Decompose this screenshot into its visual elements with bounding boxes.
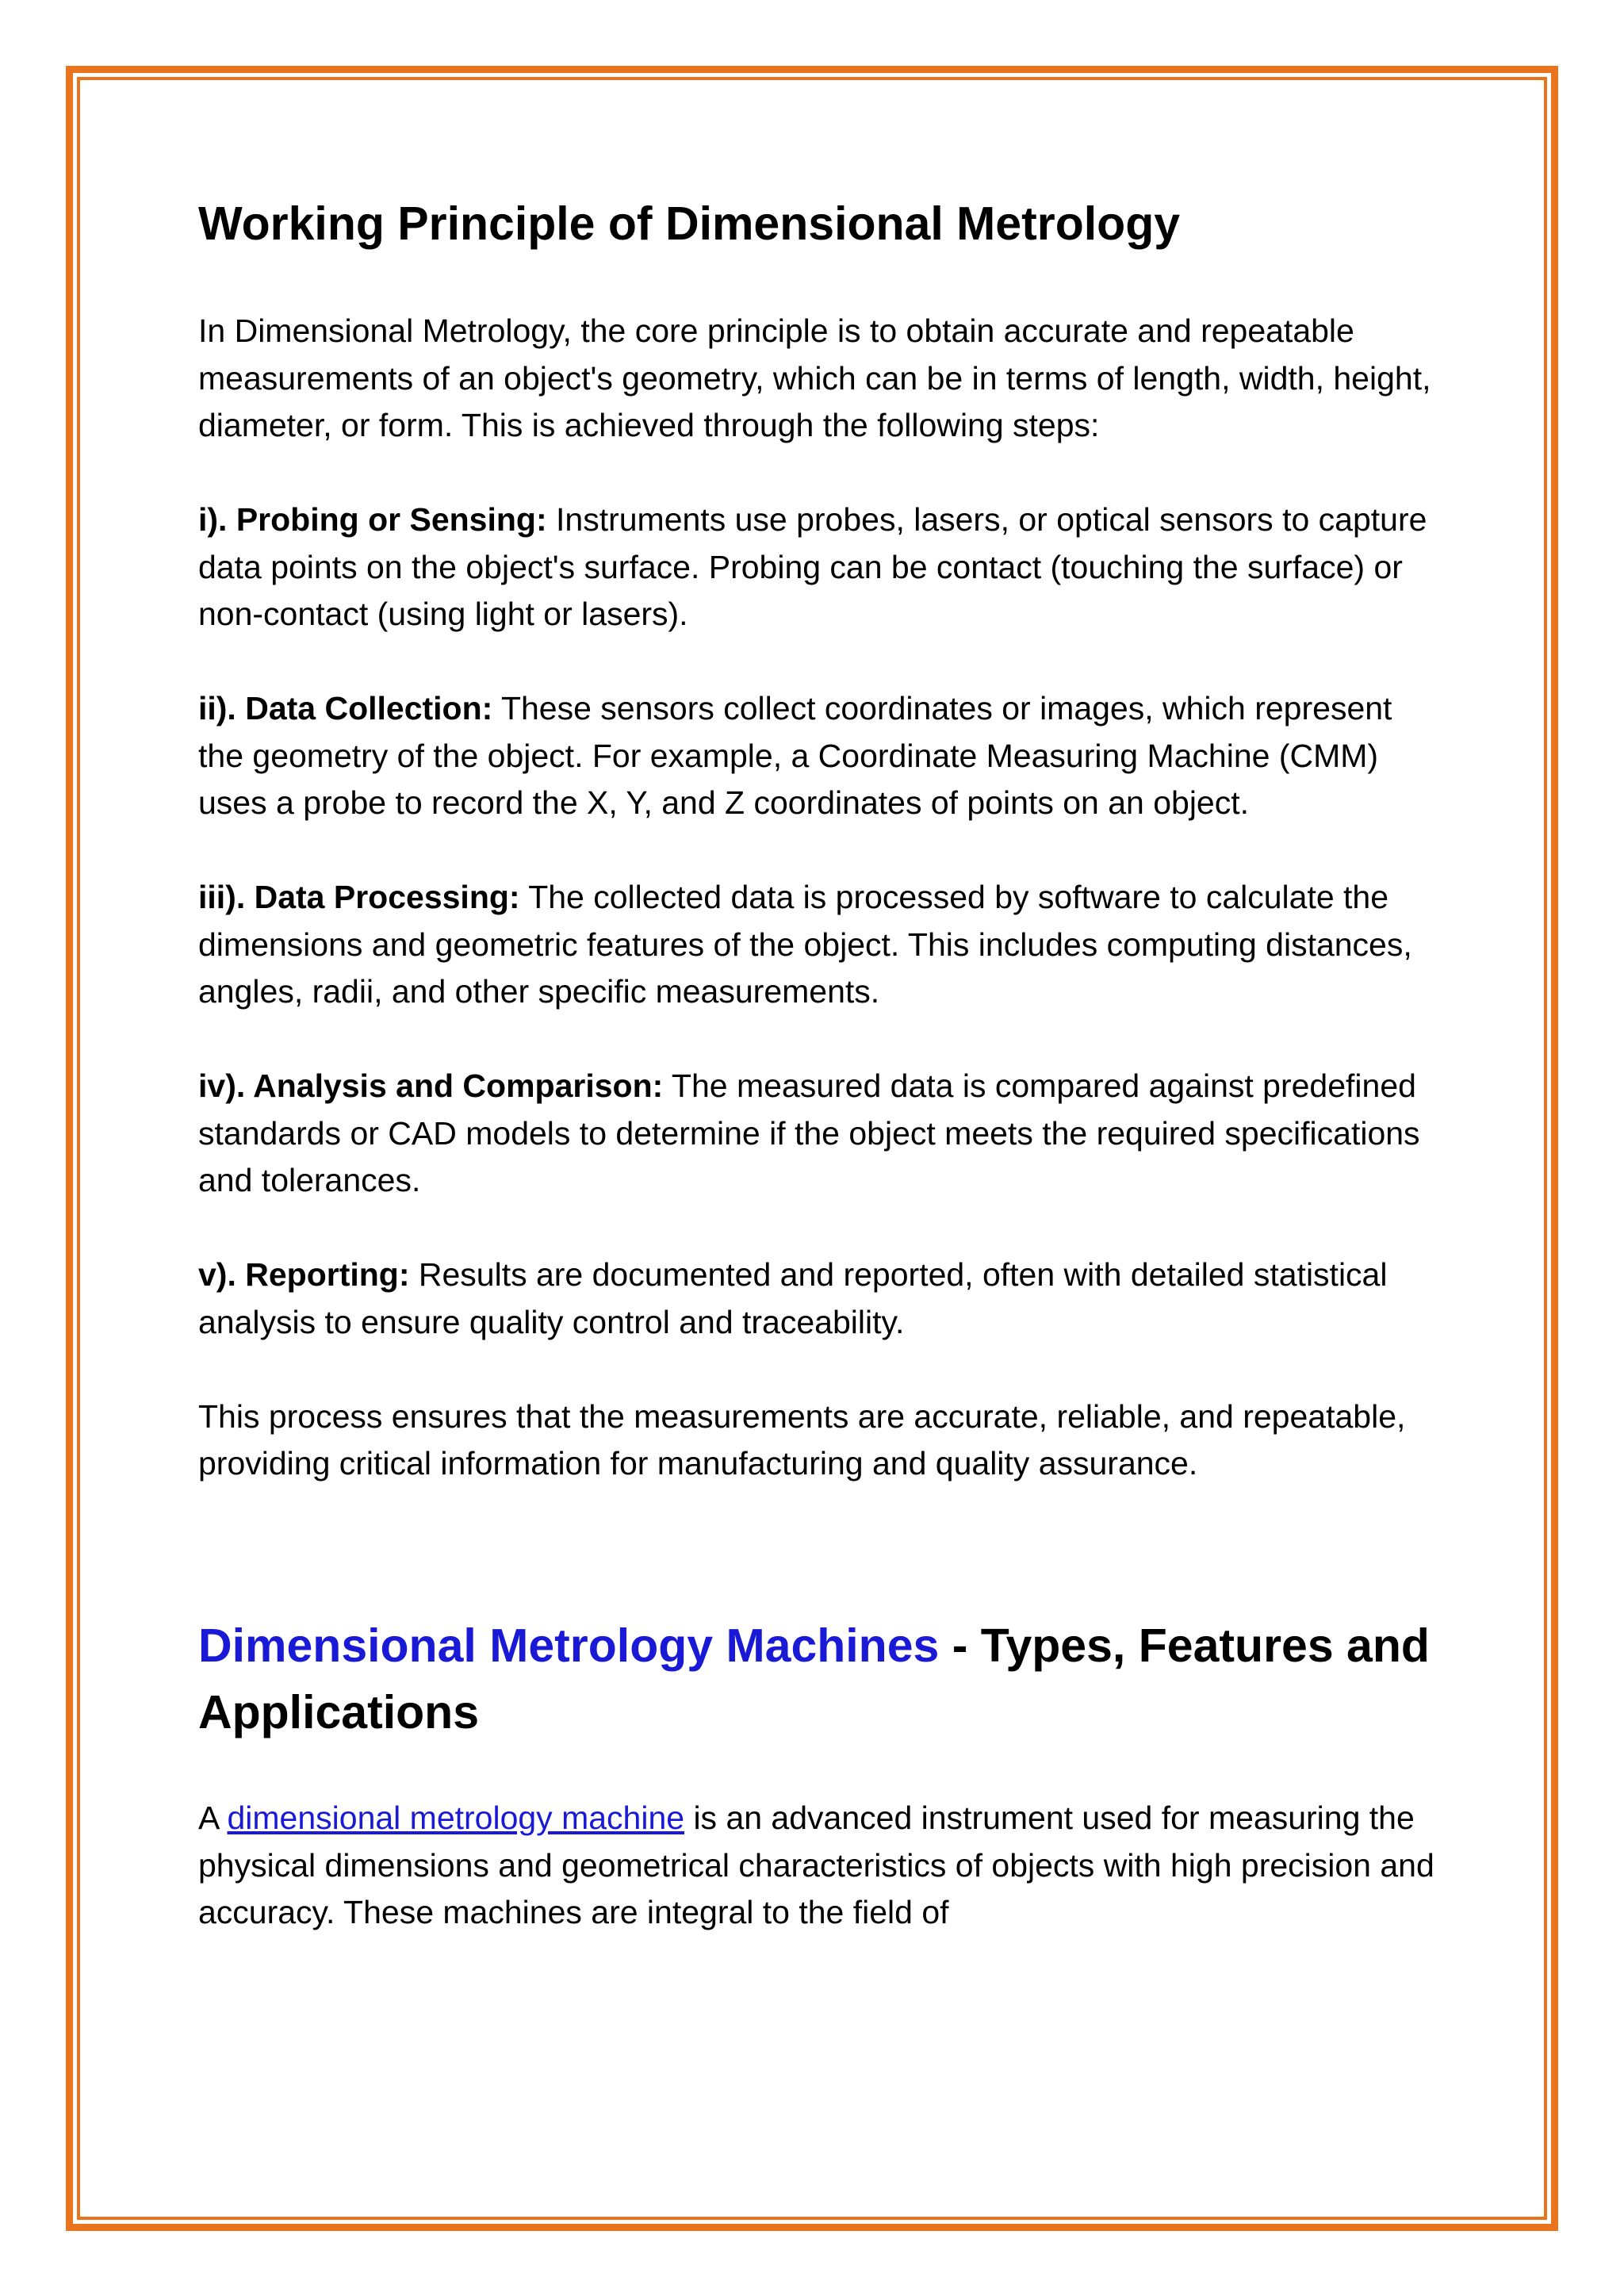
step-data-collection [198, 685, 1435, 827]
conclusion-paragraph: This process ensures that the measurements are accurate, reliable, and repeatable, providing critical information for manufacturing and quality assurance. [198, 1397, 1406, 1481]
step-label: iv). Analysis and Comparison: [198, 1068, 664, 1104]
intro-paragraph: In Dimensional Metrology, the core principle is to obtain accurate and repeatable measurements of an object's geometry, which can be in terms of length, width, height, diameter, or form. This is achieved through the following steps: [198, 312, 1431, 443]
section-spacer [198, 1535, 1435, 1612]
step-text: The measured data is compared against predefined standards or CAD models to determine if the object meets the required specifications and tolerances. [198, 1068, 1420, 1198]
dimensional-metrology-machine-link[interactable]: dimensional metrology machine [227, 1800, 685, 1836]
para-prefix: A [198, 1800, 228, 1836]
step-data-processing [198, 874, 1435, 1016]
step-label: v). Reporting: [198, 1256, 410, 1293]
step-probing [198, 496, 1435, 638]
para-rest: is an advanced instrument used for measuring the physical dimensions and geometrical characteristics of objects with high precision and accuracy. These machines are integral to the field of [198, 1800, 1434, 1930]
step-text: Results are documented and reported, often with detailed statistical analysis to ensure quality control and traceability. [198, 1256, 1388, 1340]
document-content [198, 190, 1435, 1984]
step-reporting [198, 1251, 1435, 1346]
step-text: The collected data is processed by software to calculate the dimensions and geometric features of the object. This includes computing distances, angles, radii, and other specific measurements. [198, 879, 1412, 1010]
step-label: ii). Data Collection: [198, 690, 493, 726]
machines-title-rest: - Types, Features and Applications [198, 1619, 1430, 1738]
machines-title-link[interactable]: Dimensional Metrology Machines [198, 1619, 940, 1672]
step-analysis-comparison [198, 1063, 1435, 1205]
step-label: iii). Data Processing: [198, 879, 520, 915]
section-title-machines [198, 1612, 1435, 1746]
step-text: Instruments use probes, lasers, or optical sensors to capture data points on the object's surface. Probing can be contact (touching the surface) or non-contact (using light or lasers). [198, 501, 1427, 632]
section-title-working-principle: Working Principle of Dimensional Metrology [198, 197, 1181, 250]
machines-paragraph [198, 1795, 1435, 1937]
step-text: These sensors collect coordinates or images, which represent the geometry of the object. For example, a Coordinate Measuring Machine (CMM) uses a probe to record the X, Y, and Z coordinates of points on an object. [198, 690, 1392, 821]
step-label: i). Probing or Sensing: [198, 501, 547, 538]
